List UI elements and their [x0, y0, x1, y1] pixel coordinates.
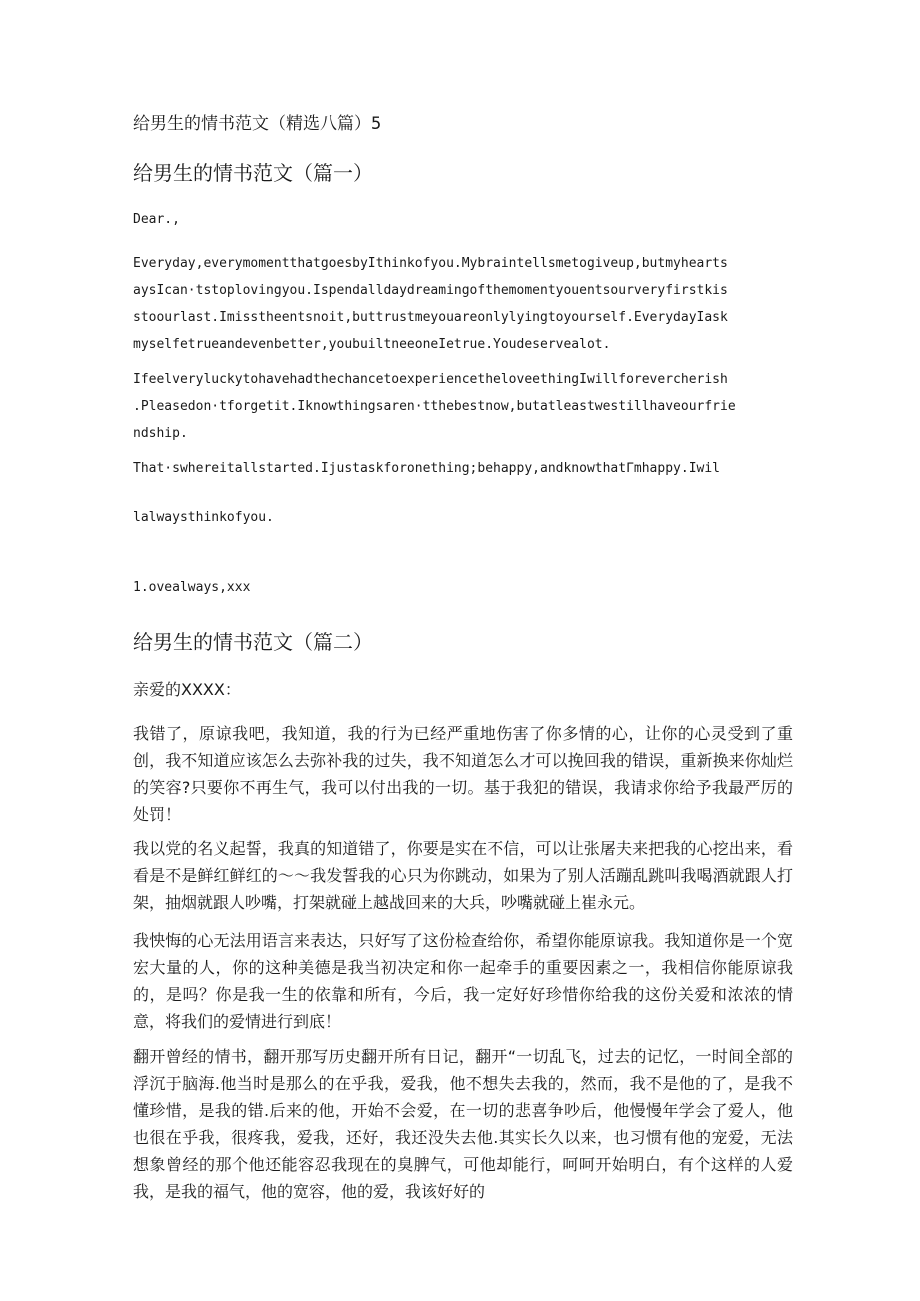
- paragraph-line: Everyday,everymomentthatgoesbyIthinkofyou.Mybraintellsmetogiveup,butmyhearts: [133, 256, 728, 271]
- letter-paragraph: 我错了，原谅我吧，我知道，我的行为已经严重地伤害了你多情的心，让你的心灵受到了重创，我不知道应该怎么去弥补我的过失，我不知道怎么才可以挽回我的错误，重新换来你灿烂的笑容?只要你不再生气，我可以付出我的一切。基于我犯的错误，我请求你给予我最严厉的处罚！: [133, 724, 793, 824]
- letter-salutation-1: [133, 206, 793, 233]
- paragraph-line: aysIcan·tstoplovingyou.Ispendalldaydreamingofthemomentyouentsourveryfirstkis: [133, 283, 728, 298]
- paragraph-line: ndship.: [133, 426, 188, 441]
- letter-closing: [133, 574, 793, 601]
- section-heading-1: 给男生的情书范文（篇一）: [133, 161, 373, 185]
- paragraph-line: lalwaysthinkofyou.: [133, 510, 274, 525]
- closing-text: 1.ovealways,xxx: [133, 580, 251, 595]
- paragraph-line: IfeelveryluckytohavehadthechancetoexperiencetheloveethingIwillforevercherish: [133, 372, 728, 387]
- paragraph-line: .Pleasedon·tforgetit.Iknowthingsaren·tthebestnow,butatleastwestillhaveourfrie: [133, 399, 736, 414]
- salutation-text: Dear.,: [133, 212, 180, 227]
- letter-paragraph: [133, 504, 793, 531]
- letter-salutation-2: 亲爱的XXXX：: [133, 680, 241, 699]
- letter-paragraph: [133, 366, 793, 447]
- document-title: 给男生的情书范文（精选八篇）5: [133, 114, 382, 134]
- letter-paragraph: 我以党的名义起誓，我真的知道错了，你要是实在不信，可以让张屠夫来把我的心挖出来，看看是不是鲜红鲜红的～～我发誓我的心只为你跳动，如果为了别人活蹦乱跳叫我喝酒就跟人打架，抽烟就跟人吵嘴，打架就碰上越战回来的大兵，吵嘴就碰上崔永元。: [133, 839, 793, 912]
- letter-paragraph: [133, 455, 793, 482]
- paragraph-line: myselfetrueandevenbetter,youbuiltneeoneIetrue.Youdeservealot.: [133, 337, 611, 352]
- paragraph-line: That·swhereitallstarted.Ijustaskforonething;behappy,andknowthatΓmhappy.Iwil: [133, 461, 720, 476]
- section-heading-2: 给男生的情书范文（篇二）: [133, 630, 373, 654]
- letter-paragraph: 我怏悔的心无法用语言来表达，只好写了这份检查给你，希望你能原谅我。我知道你是一个宽宏大量的人，你的这种美德是我当初决定和你一起牵手的重要因素之一，我相信你能原谅我的，是吗？你是我一生的依靠和所有，今后，我一定好好珍惜你给我的这份关爱和浓浓的情意，将我们的爱情进行到底！: [133, 931, 793, 1031]
- letter-paragraph: 翻开曾经的情书，翻开那写历史翻开所有日记，翻开“一切乱飞，过去的记忆，一时间全部的浮沉于脑海.他当时是那么的在乎我，爱我，他不想失去我的，然而，我不是他的了，是我不懂珍惜，是我的错.后来的他，开始不会爱，在一切的悲喜争吵后，他慢慢年学会了爱人，他也很在乎我，很疼我，爱我，还好，我还没失去他.其实长久以来，也习惯有他的宠爱，无法想象曾经的那个他还能容忍我现在的臭脾气，可他却能行，呵呵开始明白，有个这样的人爱我，是我的福气，他的宽容，他的爱，我该好好的: [133, 1047, 793, 1201]
- paragraph-line: stoourlast.Imisstheentsnoit,buttrustmeyouareonlylyingtoyourself.EverydayIask: [133, 310, 728, 325]
- letter-paragraph: [133, 250, 793, 358]
